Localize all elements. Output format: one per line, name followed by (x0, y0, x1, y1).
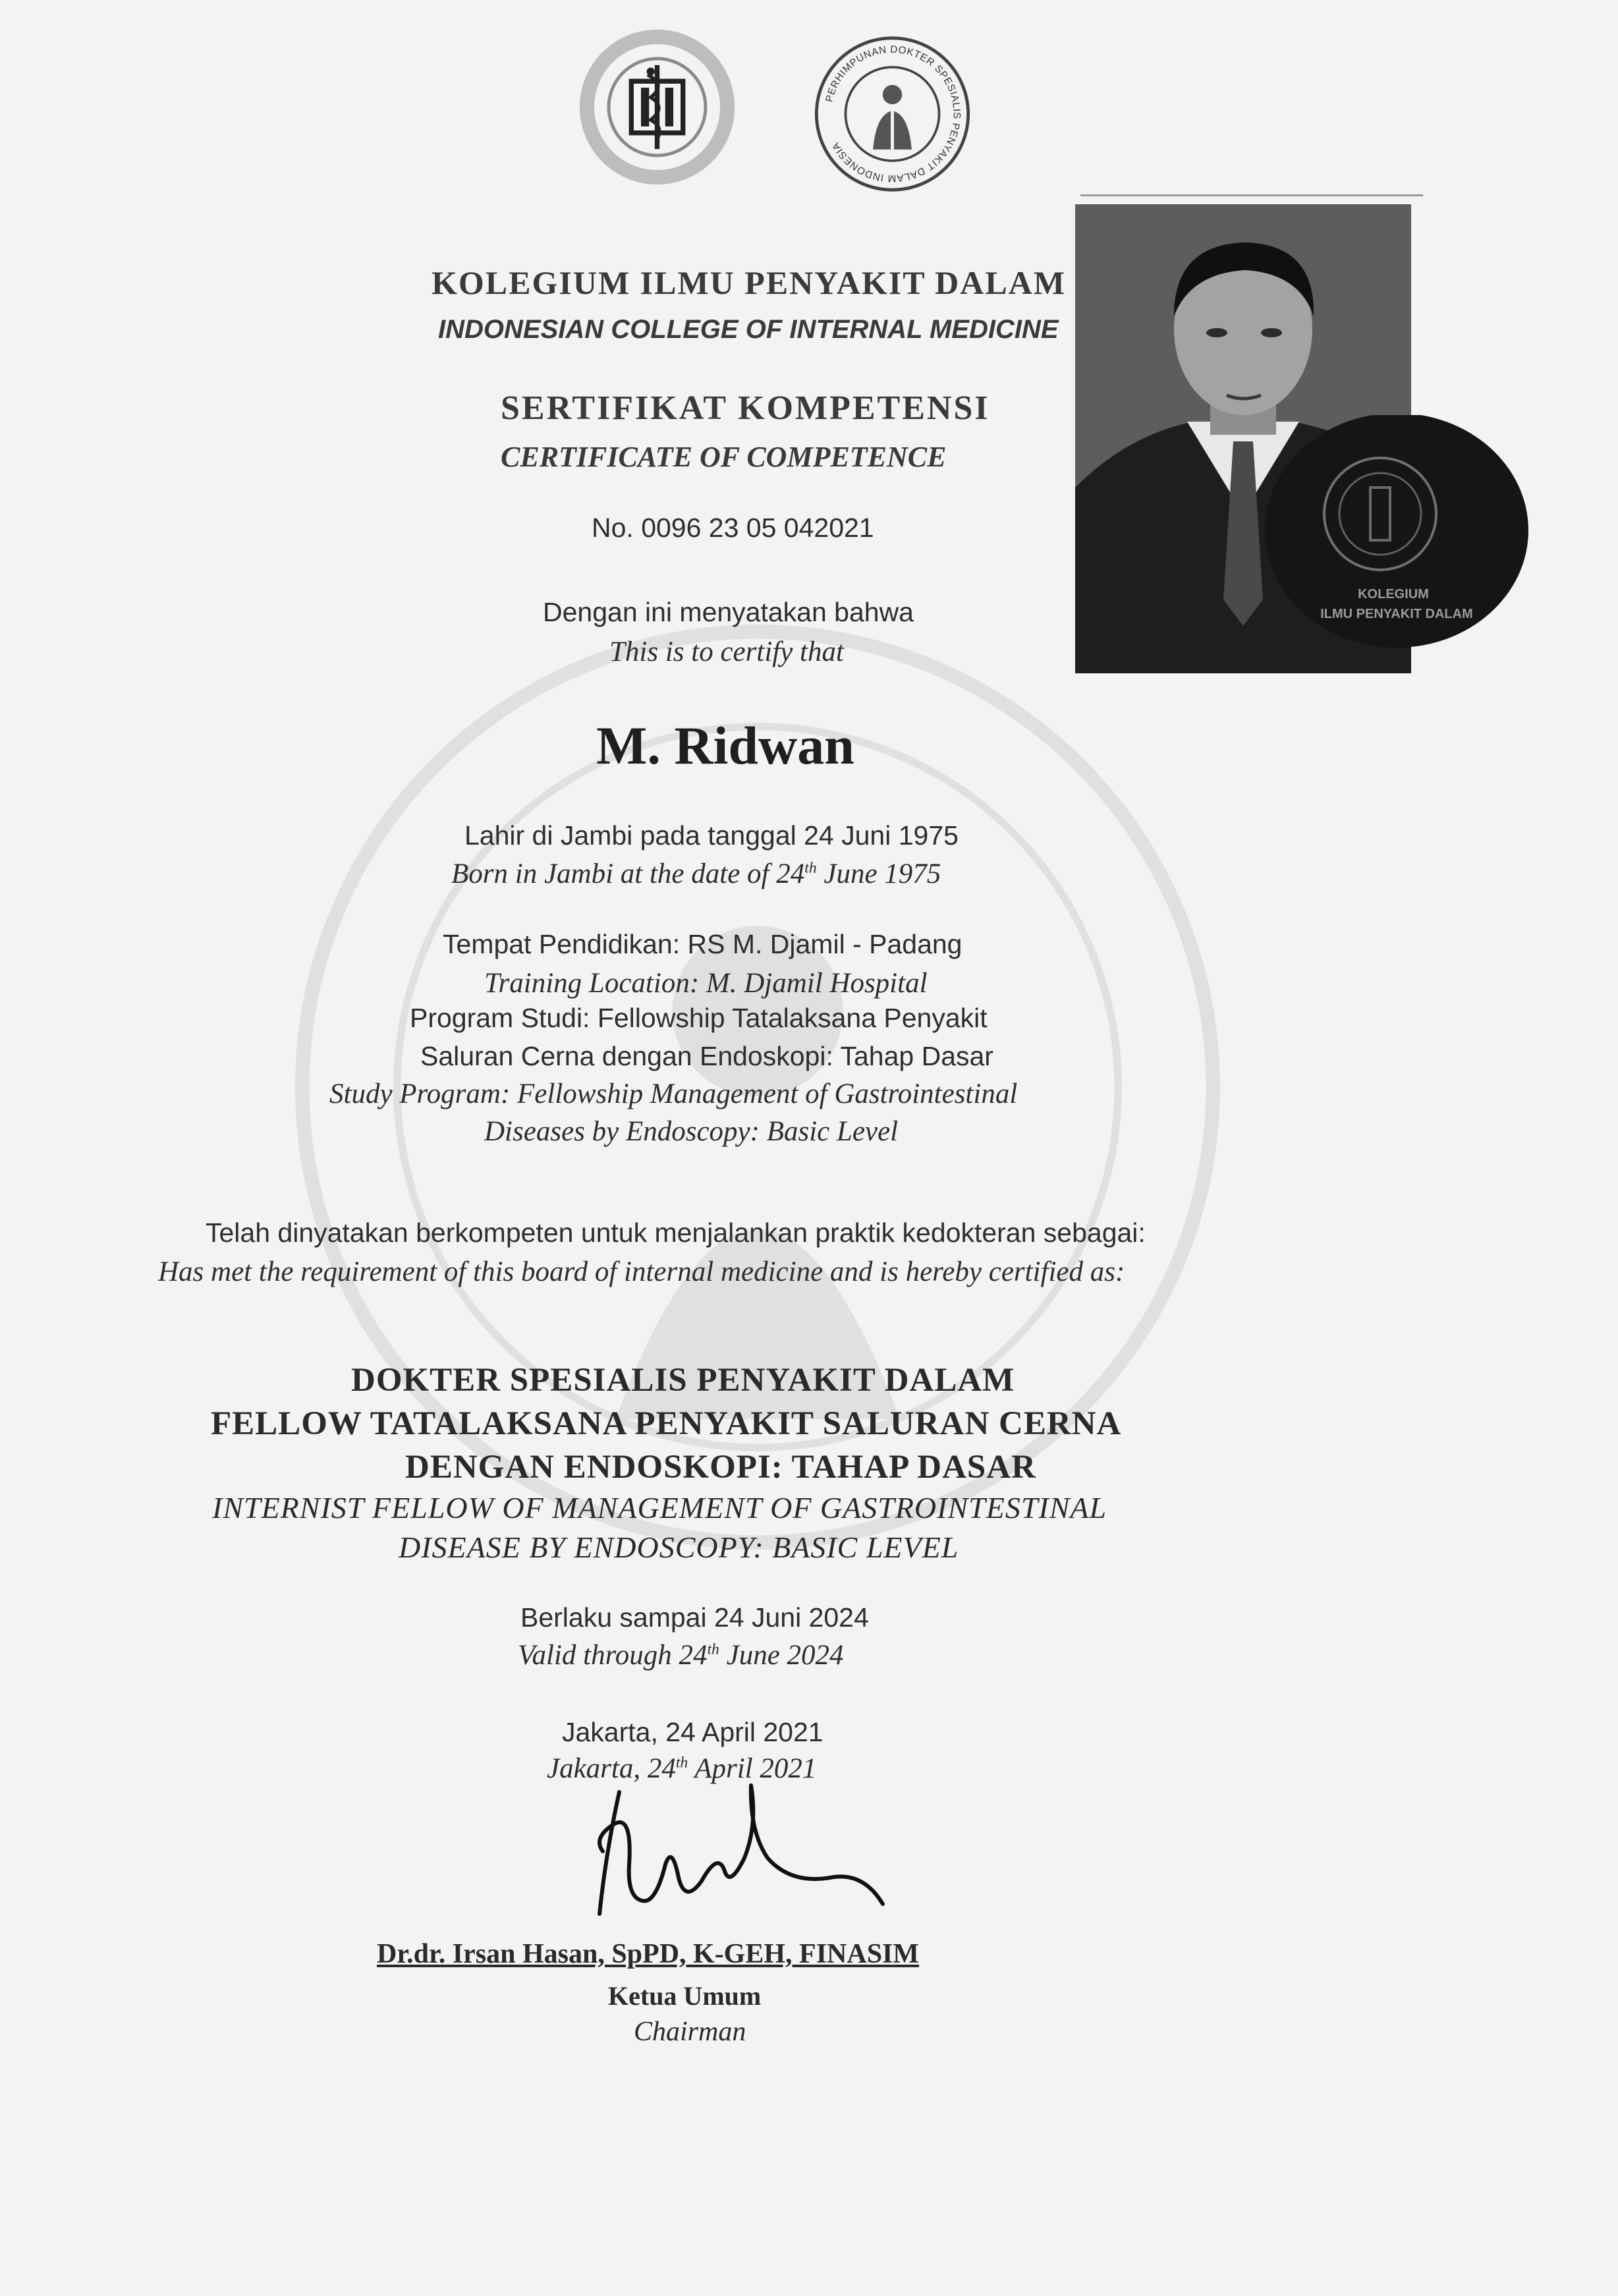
study-program-en-line2: Diseases by Endoscopy: Basic Level (484, 1116, 899, 1147)
declaration-en: Has met the requirement of this board of internal medicine and is hereby certified as: (158, 1256, 1125, 1287)
issue-place-date-en: Jakarta, 24th April 2021 (547, 1753, 817, 1784)
seal-text-top: KOLEGIUM (1358, 587, 1429, 602)
intro-text-en: This is to certify that (609, 636, 844, 667)
qualification-line5: DISEASE BY ENDOSCOPY: BASIC LEVEL (399, 1530, 959, 1564)
qualification-line2: FELLOW TATALAKSANA PENYAKIT SALURAN CERNA (211, 1405, 1122, 1442)
signatory-role-id: Ketua Umum (608, 1981, 762, 2011)
validity-id: Berlaku sampai 24 Juni 2024 (520, 1602, 869, 1633)
college-name-id: KOLEGIUM ILMU PENYAKIT DALAM (432, 264, 1067, 301)
birth-info-id: Lahir di Jambi pada tanggal 24 Juni 1975 (464, 820, 959, 851)
kolegium-seal-icon (1245, 415, 1548, 692)
photo-top-edge (1080, 194, 1423, 196)
papdi-logo-ring-text: PERHIMPUNAN DOKTER SPESIALIS PENYAKIT DALAM INDONESIA (823, 43, 962, 184)
chairman-signature (580, 1772, 922, 1924)
recipient-name: M. Ridwan (596, 715, 854, 775)
intro-text-id: Dengan ini menyatakan bahwa (543, 597, 914, 627)
birth-info-en: Born in Jambi at the date of 24th June 1975 (451, 858, 941, 889)
kolegium-logo-icon (576, 26, 738, 188)
college-name-en: INDONESIAN COLLEGE OF INTERNAL MEDICINE (438, 315, 1059, 344)
study-program-id-line2: Saluran Cerna dengan Endoskopi: Tahap Dasar (420, 1041, 993, 1071)
validity-en: Valid through 24th June 2024 (518, 1640, 844, 1671)
signatory-role-en: Chairman (634, 2017, 746, 2047)
signatory-name: Dr.dr. Irsan Hasan, SpPD, K-GEH, FINASIM (377, 1939, 920, 1969)
papdi-logo-icon (812, 32, 973, 196)
qualification-line1: DOKTER SPESIALIS PENYAKIT DALAM (351, 1362, 1015, 1399)
qualification-line3: DENGAN ENDOSKOPI: TAHAP DASAR (405, 1449, 1036, 1486)
declaration-id: Telah dinyatakan berkompeten untuk menjalankan praktik kedokteran sebagai: (206, 1218, 1146, 1248)
issue-place-date-id: Jakarta, 24 April 2021 (562, 1717, 823, 1747)
study-program-id-line1: Program Studi: Fellowship Tatalaksana Penyakit (410, 1003, 988, 1033)
certificate-title-id: SERTIFIKAT KOMPETENSI (501, 389, 990, 427)
study-program-en-line1: Study Program: Fellowship Management of Gastrointestinal (329, 1078, 1018, 1109)
training-location-id: Tempat Pendidikan: RS M. Djamil - Padang (443, 929, 962, 959)
certificate-number: No. 0096 23 05 042021 (592, 513, 874, 543)
certificate-title-en: CERTIFICATE OF COMPETENCE (501, 441, 947, 473)
training-location-en: Training Location: M. Djamil Hospital (484, 968, 928, 999)
seal-text-bottom: ILMU PENYAKIT DALAM (1320, 607, 1473, 621)
qualification-line4: INTERNIST FELLOW OF MANAGEMENT OF GASTROINTESTINAL (212, 1491, 1107, 1525)
